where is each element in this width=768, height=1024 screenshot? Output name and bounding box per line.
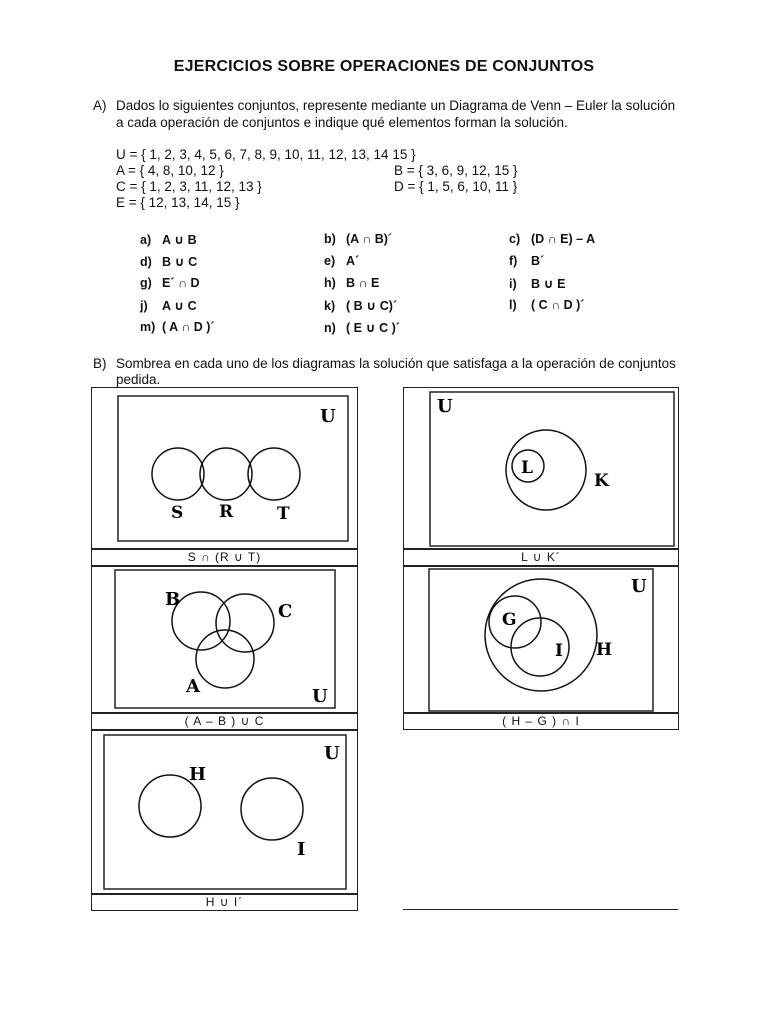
- set-a: A = { 4, 8, 10, 12 }: [116, 163, 224, 178]
- label-u: U: [437, 396, 453, 417]
- diagram-4-frame: [403, 566, 679, 713]
- label-c: C: [278, 601, 293, 622]
- exercise-i: i) B ∪ E: [509, 277, 566, 291]
- exercise-j: j) A ∪ C: [140, 299, 197, 313]
- diagram-3-frame: [91, 566, 358, 713]
- label-i: I: [297, 839, 306, 860]
- section-a-line2: a cada operación de conjuntos e indique qué elementos forman la solución.: [116, 115, 568, 130]
- exercise-l: l) ( C ∩ D )´: [509, 298, 585, 312]
- diagram-3-caption: ( A – B ) ∪ C: [91, 713, 358, 730]
- set-d: D = { 1, 5, 6, 10, 11 }: [394, 179, 518, 194]
- section-a-label: A): [93, 98, 107, 113]
- venn-diagram-3: [92, 567, 357, 712]
- label-k: K: [594, 471, 609, 491]
- label-u: U: [320, 406, 336, 427]
- diagram-5-frame: [91, 730, 358, 894]
- answer-line: [403, 909, 678, 910]
- diagram-1-caption: S ∩ (R ∪ T): [91, 549, 358, 566]
- exercise-k: k) ( B ∪ C)´: [324, 299, 398, 313]
- exercise-c: c) (D ∩ E) – A: [509, 232, 596, 246]
- section-a-line1: Dados lo siguientes conjuntos, represente mediante un Diagrama de Venn – Euler la solución: [116, 98, 676, 113]
- label-h: H: [189, 764, 207, 785]
- set-b: B = { 3, 6, 9, 12, 15 }: [394, 163, 518, 178]
- label-l: L: [521, 458, 533, 478]
- venn-diagram-2: [404, 388, 678, 548]
- label-a: A: [186, 676, 200, 697]
- set-c: C = { 1, 2, 3, 11, 12, 13 }: [116, 179, 262, 194]
- venn-diagram-4: [404, 567, 678, 712]
- set-u: U = { 1, 2, 3, 4, 5, 6, 7, 8, 9, 10, 11, 12, 13, 14 15 }: [116, 147, 416, 162]
- section-b-label: B): [93, 356, 107, 371]
- label-u: U: [312, 686, 328, 707]
- label-i: I: [555, 641, 563, 661]
- label-t: T: [277, 504, 290, 524]
- diagram-2-caption: L ∪ K´: [403, 549, 679, 566]
- section-b-line2: pedida.: [116, 372, 161, 387]
- exercise-f: f) B´: [509, 254, 545, 268]
- label-u: U: [631, 576, 647, 597]
- label-g: G: [502, 610, 517, 630]
- page-title: EJERCICIOS SOBRE OPERACIONES DE CONJUNTOS: [173, 58, 595, 75]
- label-h: H: [596, 640, 613, 660]
- label-s: S: [171, 503, 184, 523]
- set-e: E = { 12, 13, 14, 15 }: [116, 195, 240, 210]
- venn-diagram-1: [92, 388, 357, 548]
- exercise-h: h) B ∩ E: [324, 276, 380, 290]
- diagram-2-frame: [403, 387, 679, 549]
- diagram-1-frame: [91, 387, 358, 549]
- diagram-4-caption: ( H – G ) ∩ I: [403, 713, 679, 730]
- section-b-line1: Sombrea en cada uno de los diagramas la solución que satisfaga a la operación de conjuntos: [116, 356, 676, 371]
- diagram-5-caption: H ∪ I´: [91, 894, 358, 911]
- exercise-e: e) A´: [324, 254, 360, 268]
- exercise-a: a) A ∪ B: [140, 233, 197, 247]
- label-u: U: [324, 743, 340, 764]
- exercise-m: m) ( A ∩ D )´: [140, 320, 215, 334]
- label-r: R: [219, 502, 234, 522]
- exercise-b: b) (A ∩ B)´: [324, 232, 393, 246]
- exercise-d: d) B ∪ C: [140, 255, 198, 269]
- label-b: B: [165, 589, 181, 610]
- exercise-n: n) ( E ∪ C )´: [324, 321, 400, 335]
- venn-diagram-5: [92, 731, 357, 893]
- exercise-g: g) E´ ∩ D: [140, 276, 200, 290]
